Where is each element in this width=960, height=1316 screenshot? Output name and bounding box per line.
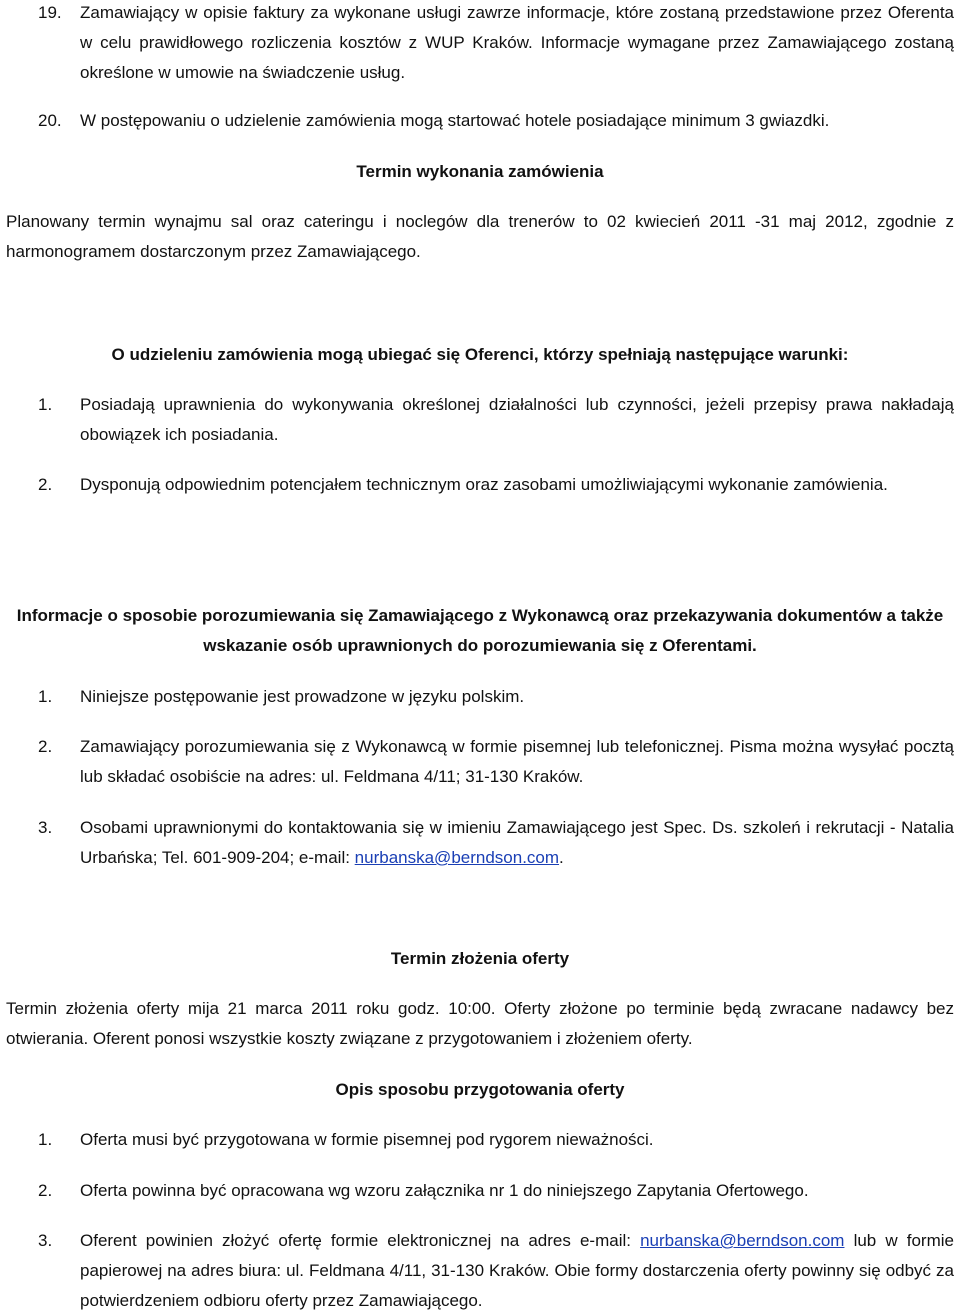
paragraph-termin-zlozenia: Termin złożenia oferty mija 21 marca 2011 roku godz. 10:00. Oferty złożone po terminie będą zwracane nadawcy bez otwierania. Oferent ponosi wszystkie koszty związane z przygotowaniem i złożeniem oferty.: [6, 999, 954, 1048]
item-number: 3.: [38, 818, 53, 837]
item-text: [80, 813, 954, 873]
item-number: 19.: [38, 3, 62, 22]
item-text: Niniejsze postępowanie jest prowadzone w języku polskim.: [80, 687, 525, 706]
item-text-after: lub w formie papierowej na adres biura: ul. Feldmana 4/11, 31-130 Kraków. Obie formy dostarczenia oferty powinny się odbyć za potwierdzeniem odbioru oferty przez Zamawiającego.: [80, 1231, 954, 1310]
item-number: 2.: [38, 475, 53, 494]
item-number: 1.: [38, 687, 53, 706]
list-item-opis-1: [6, 1125, 954, 1155]
item-number: 1.: [38, 1130, 53, 1149]
heading-termin-wykonania: Termin wykonania zamówienia: [356, 162, 604, 181]
list-item-warunki-2: [6, 470, 954, 500]
item-number: 2.: [38, 737, 53, 756]
email-link[interactable]: nurbanska@berndson.com: [640, 1231, 845, 1250]
item-number: 3.: [38, 1231, 53, 1250]
list-item-warunki-1: [6, 390, 954, 450]
heading-termin-zlozenia: Termin złożenia oferty: [390, 949, 570, 968]
list-item-20: [6, 106, 954, 136]
item-text: Oferta powinna być opracowana wg wzoru załącznika nr 1 do niniejszego Zapytania Ofertowego.: [80, 1181, 809, 1200]
list-item-informacje-1: [6, 682, 954, 712]
heading-informacje: Informacje o sposobie porozumiewania się Zamawiającego z Wykonawcą oraz przekazywania dokumentów a także wskazanie osób uprawnionych do porozumiewania się z Oferentami.: [16, 606, 944, 655]
item-number: 2.: [38, 1181, 53, 1200]
list-item-informacje-2: [6, 732, 954, 792]
heading-warunki: O udzieleniu zamówienia mogą ubiegać się Oferenci, którzy spełniają następujące warunki:: [111, 345, 849, 364]
item-text-after: .: [559, 848, 564, 867]
list-item-opis-3: [6, 1226, 954, 1316]
heading-opis: Opis sposobu przygotowania oferty: [335, 1080, 625, 1099]
list-item-opis-2: [6, 1176, 954, 1206]
paragraph-termin-wykonania: Planowany termin wynajmu sal oraz cateringu i noclegów dla trenerów to 02 kwiecień 2011 -31 maj 2012, zgodnie z harmonogramem dostarczonym przez Zamawiającego.: [6, 212, 954, 261]
email-link[interactable]: nurbanska@berndson.com: [354, 848, 560, 867]
item-text: Dysponują odpowiednim potencjałem technicznym oraz zasobami umożliwiającymi wykonanie zamówienia.: [80, 475, 888, 494]
item-number: 20.: [38, 111, 62, 130]
item-number: 1.: [38, 395, 53, 414]
item-text-before: Oferent powinien złożyć ofertę formie elektronicznej na adres e-mail:: [80, 1231, 641, 1250]
item-text: Posiadają uprawnienia do wykonywania określonej działalności lub czynności, jeżeli przepisy prawa nakładają obowiązek ich posiadania.: [80, 395, 954, 444]
item-text: Oferta musi być przygotowana w formie pisemnej pod rygorem nieważności.: [80, 1130, 654, 1149]
list-item-informacje-3: [6, 813, 954, 873]
list-item-19: [6, 0, 954, 88]
item-text: W postępowaniu o udzielenie zamówienia mogą startować hotele posiadające minimum 3 gwiazdki.: [80, 111, 830, 130]
item-text: [80, 1226, 954, 1316]
item-text: Zamawiający porozumiewania się z Wykonawcą w formie pisemnej lub telefonicznej. Pisma można wysyłać pocztą lub składać osobiście na adres: ul. Feldmana 4/11; 31-130 Kraków.: [80, 737, 954, 786]
item-text-before: Osobami uprawnionymi do kontaktowania się w imieniu Zamawiającego jest Spec. Ds. szkoleń i rekrutacji - Natalia Urbańska; Tel. 601-909-204; e-mail:: [80, 818, 954, 867]
item-text: Zamawiający w opisie faktury za wykonane usługi zawrze informacje, które zostaną przedstawione przez Oferenta w celu prawidłowego rozliczenia kosztów z WUP Kraków. Informacje wymagane przez Zamawiającego zostaną określone w umowie na świadczenie usług.: [80, 3, 954, 82]
